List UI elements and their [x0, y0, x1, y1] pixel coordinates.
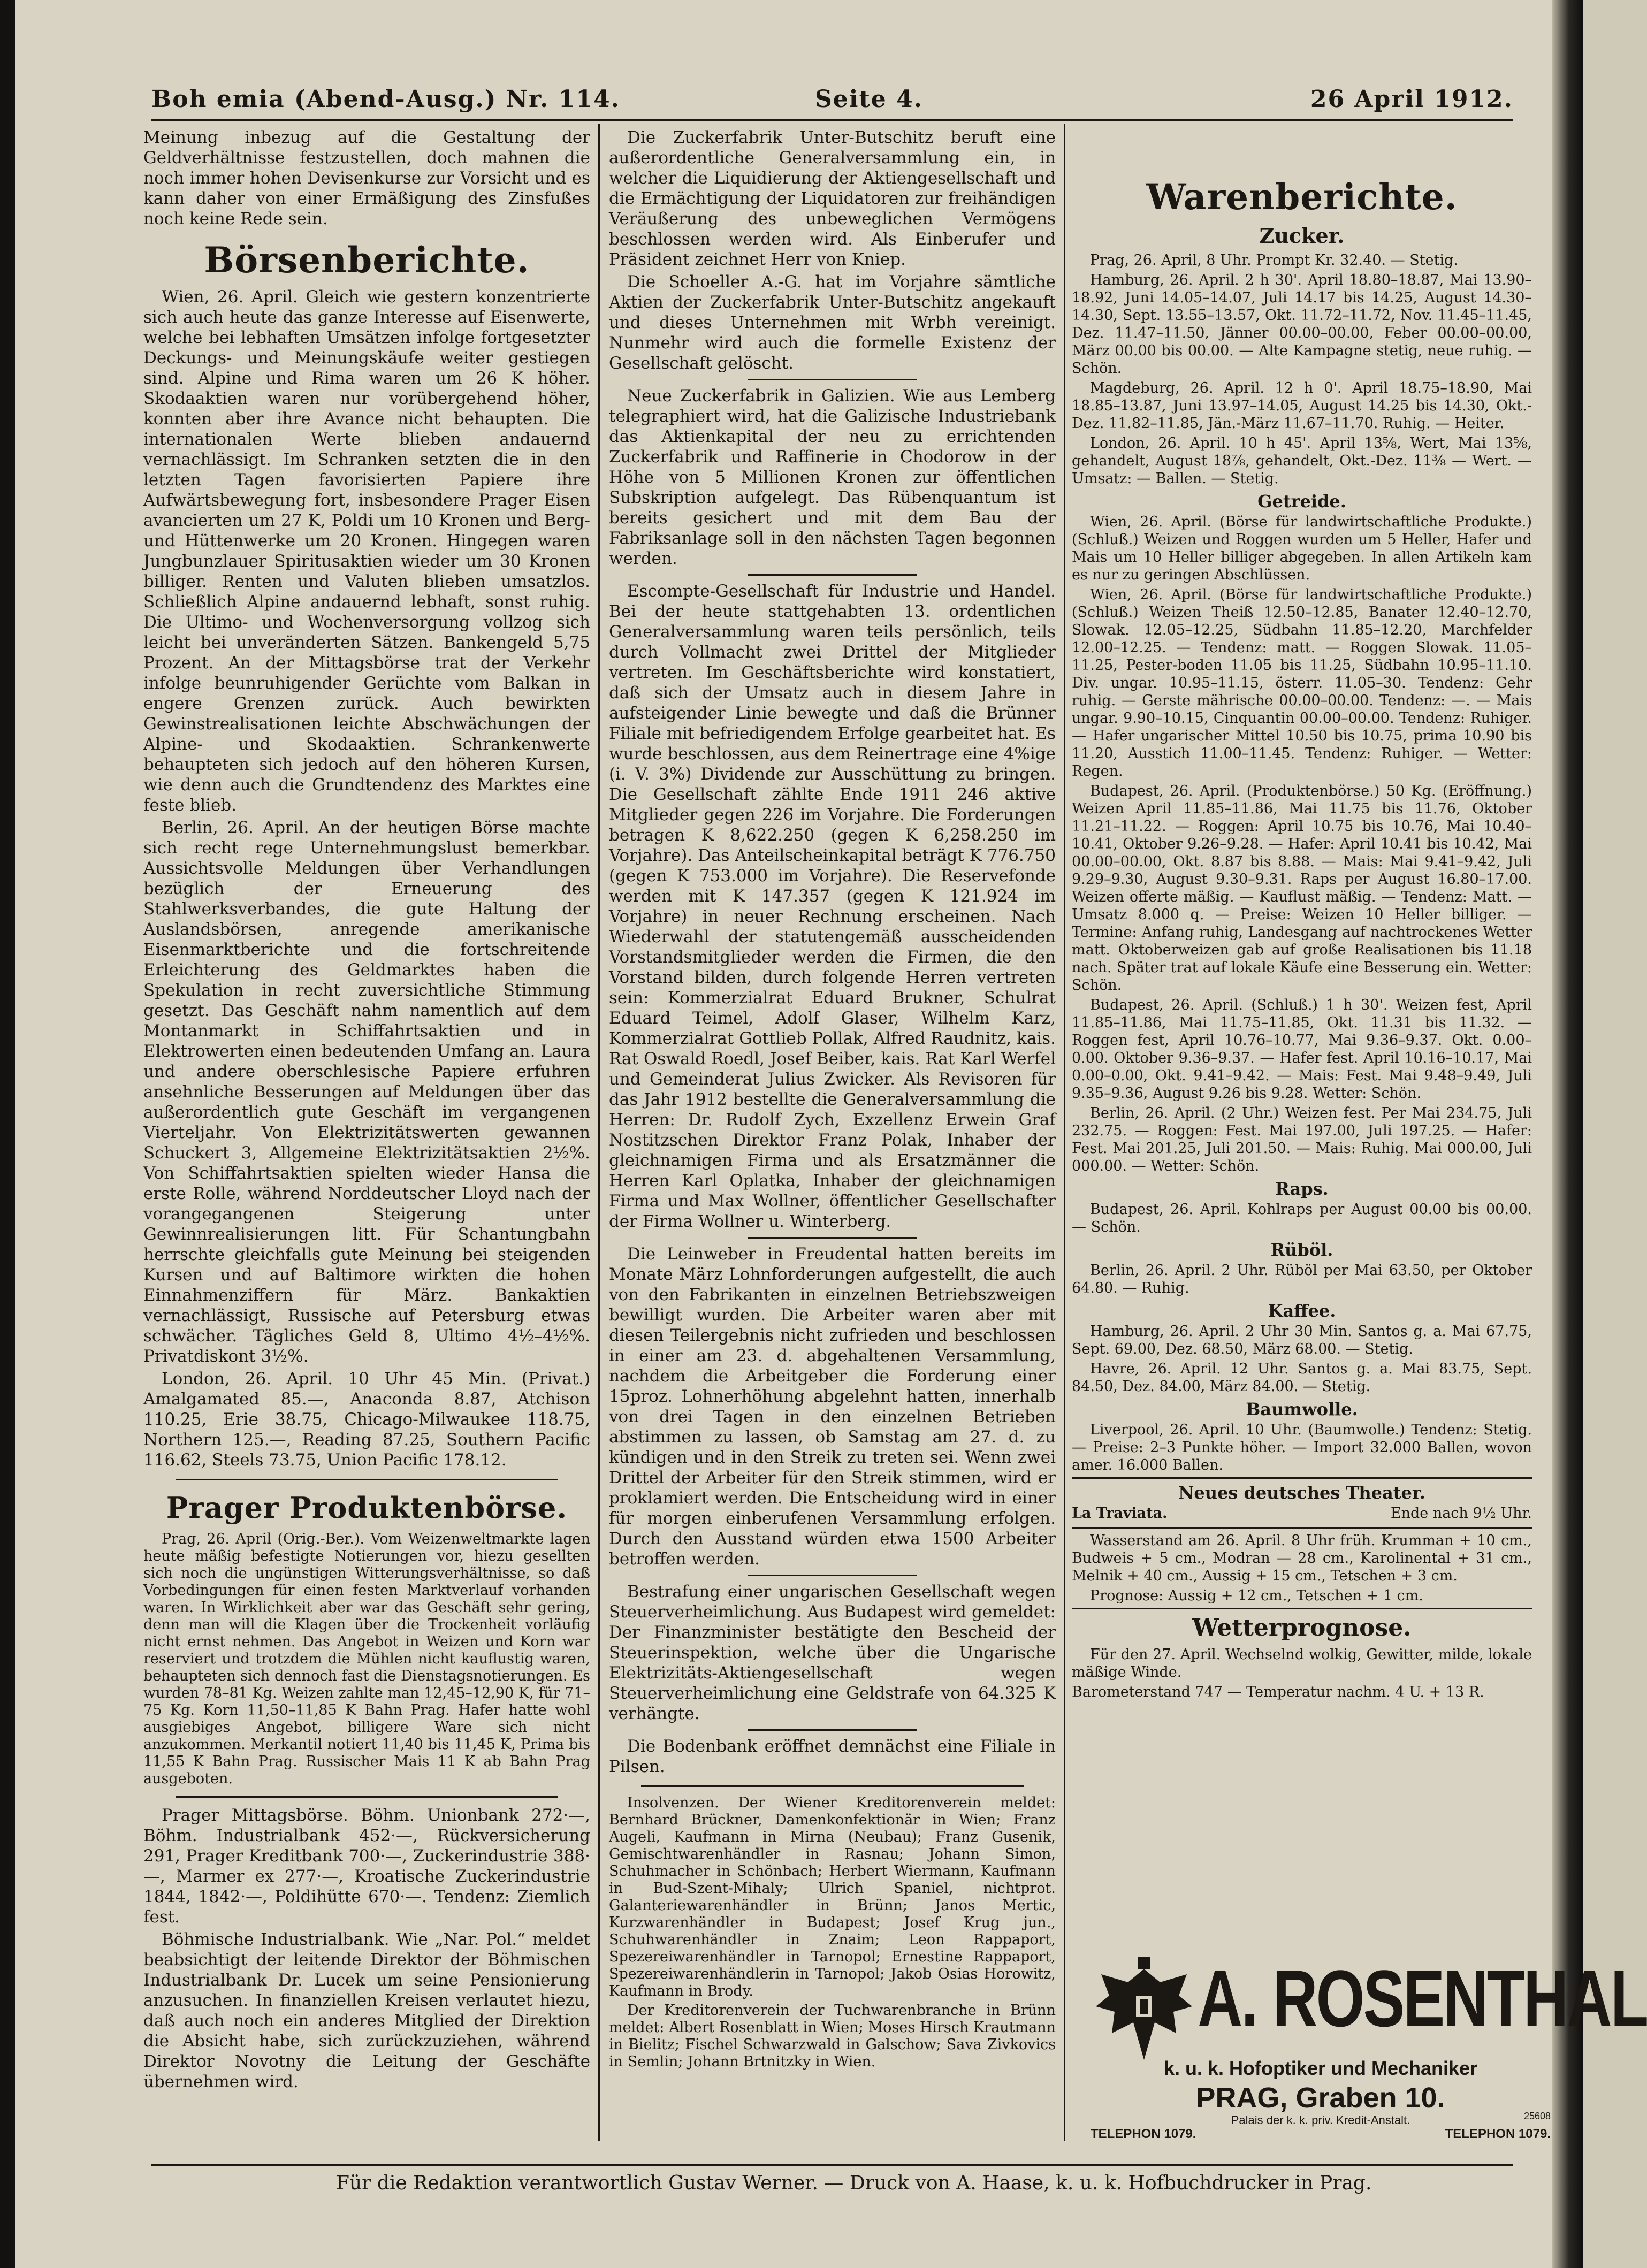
article-schoeller: Die Schoeller A.-G. hat im Vorjahre sämtliche Aktien der Zuckerfabrik Unter-Butschitz angekauft und dieses Unternehmen mit Wrbh vereinigt. Nunmehr wird auch die formelle Existenz der Gesellschaft gelöscht.	[609, 272, 1056, 373]
article-bodenbank: Die Bodenbank eröffnet demnächst eine Filiale in Pilsen.	[609, 1737, 1056, 1776]
article-kreditorenverein: Der Kreditorenverein der Tuchwarenbranche in Brünn meldet: Albert Rosenblatt in Wien; Moses Hirsch Krautmann in Bielitz; Fischel Schwarzwald in Galschow; Sava Zivkovics in Semlin; Johann Brtnitzky in Wien.	[609, 2002, 1056, 2070]
double-eagle-emblem-icon	[1091, 1953, 1198, 2071]
article-mittagsboerse: Prager Mittagsbörse. Böhm. Unionbank 272·—, Böhm. Industrialbank 452·—, Rückversicherung 291, Prager Kreditbank 700·—, Zuckerindustrie 388·—, Marmer ex 277·—, Kroatische Zuckerindustrie 1844, 1842·—, Poldihütte 670·—. Tendenz: Ziemlich fest.	[143, 1806, 590, 1927]
divider	[1072, 1608, 1532, 1609]
ad-code: 25608	[1523, 2111, 1551, 2121]
report-zucker-london: London, 26. April. 10 h 45'. April 13⅝, Wert, Mai 13⅝, gehandelt, August 18⅞, gehandelt, Okt.-Dez. 11⅜ — Wert. — Umsatz: — Ballen. — Stetig.	[1072, 435, 1532, 487]
report-getreide-budapest-2: Budapest, 26. April. (Schluß.) 1 h 30'. Weizen fest, April 11.85–11.86, Mai 11.75–11.85, Okt. 11.31 bis 11.32. — Roggen fest, April 10.76–10.77, Mai 9.36–9.37. Okt. 0.00–0.00. Oktober 9.36–9.37. — Hafer fest. April 10.16–10.17, Mai 0.00–0.00, Okt. 9.41–9.42. — Mais: Fest. Mai 9.48–9.49, Juli 9.35–9.36, August 9.26 bis 9.28. Wetter: Schön.	[1072, 997, 1532, 1102]
article-wien-boerse: Wien, 26. April. Gleich wie gestern konzentrierte sich auch heute das ganze Interesse auf Eisenwerte, welche bei lebhaften Umsätzen infolge fortgesetzter Deckungs- und Meinungskäufe weiter gestiegen sind. Alpine und Rima waren um 26 K höher. Skodaaktien waren nur vorübergehend höher, konnten aber ihre Avance nicht behaupten. Die internationalen Werte blieben andauernd vernachlässigt. Im Schranken setzten die in den letzten Tagen favorisierten Papiere ihre Aufwärtsbewegung fort, insbesondere Prager Eisen avancierten um 27 K, Poldi um 10 Kronen und Berg- und Hüttenwerke um 20 Kronen. Hingegen waren Jungbunzlauer Spiritusaktien wieder um 30 Kronen billiger. Renten und Valuten blieben umsatzlos. Schließlich Alpine andauernd lebhaft, sonst ruhig. Die Ultimo- und Wochenversorgung vollzog sich leicht bei unveränderten Sätzen. Bankengeld 5,75 Prozent. An der Mittagsbörse trat der Verkehr infolge beunruhigender Gerüchte vom Balkan in engere Grenzen zurück. Auch bewirkten Gewinstrealisationen leichte Abschwächungen der Alpine- und Skodaaktien. Schrankenwerte behaupteten sich jedoch auf den höheren Kursen, wie denn auch die Grundtendenz des Marktes eine feste blieb.	[143, 287, 590, 815]
report-wetter: Für den 27. April. Wechselnd wolkig, Gewitter, milde, lokale mäßige Winde.	[1072, 1646, 1532, 1681]
page-footer: Für die Redaktion verantwortlich Gustav Werner. — Druck von A. Haase, k. u. k. Hofbuchdrucker in Prag.	[336, 2172, 1372, 2194]
report-rueboel-berlin: Berlin, 26. April. 2 Uhr. Rüböl per Mai 63.50, per Oktober 64.80. — Ruhig.	[1072, 1262, 1532, 1296]
section-title-wetterprognose: Wetterprognose.	[1192, 1614, 1412, 1641]
report-prognose: Prognose: Aussig + 12 cm., Tetschen + 1 cm.	[1090, 1587, 1423, 1604]
theater-end-time: Ende nach 9½ Uhr.	[1390, 1505, 1532, 1522]
subhead-zucker: Zucker.	[1259, 224, 1345, 248]
scan-edge-left	[0, 0, 15, 2268]
column-divider-1	[598, 124, 600, 2141]
ad-telephone-left: TELEPHON 1079.	[1091, 2127, 1196, 2141]
theater-listing	[1072, 1505, 1532, 1524]
article-insolvenzen: Insolvenzen. Der Wiener Kreditorenverein meldet: Bernhard Brückner, Damenkonfektionär in Wien; Franz Augeli, Kaufmann in Mirna (Neubau); Franz Gusenik, Gemischtwarenhändler in Rasnau; Johann Simon, Schuhmacher in Schönbach; Herbert Wiermann, Kaufmann in Bud-Szent-Mihaly; Ulrich Spaniel, nichtprot. Galanteriewarenhändler in Brünn; Janos Mertic, Kurzwarenhändler in Budapest; Josef Krug jun., Schuhwarenhändler in Znaim; Leon Rappaport, Spezereiwarenhändler in Tarnopol; Ernestine Rappaport, Spezereiwarenhändlerin in Tarnopol; Jakob Osias Horowitz, Kaufmann in Brody.	[609, 1794, 1056, 1999]
theater-play: La Traviata.	[1072, 1505, 1168, 1522]
section-title-warenberichte: Warenberichte.	[1146, 176, 1458, 218]
header-page-number: Seite 4.	[815, 86, 924, 113]
footer-rule	[151, 2164, 1513, 2166]
subhead-baumwolle: Baumwolle.	[1246, 1399, 1358, 1419]
subhead-getreide: Getreide.	[1257, 491, 1346, 511]
column-2	[609, 127, 1056, 2073]
column-3	[1072, 127, 1532, 1703]
section-title-boersenberichte: Börsenberichte.	[204, 239, 530, 281]
column-1	[143, 127, 590, 2094]
column-divider-2	[1064, 124, 1065, 2141]
divider	[748, 379, 917, 380]
report-getreide-berlin: Berlin, 26. April. (2 Uhr.) Weizen fest. Per Mai 234.75, Juli 232.75. — Roggen: Fest. Mai 197.00, Juli 197.25. — Hafer: Fest. Mai 201.25, Juli 201.50. — Mais: Ruhig. Mai 000.00, Juli 000.00. — Wetter: Schön.	[1072, 1105, 1532, 1174]
article-prag-produkte: Prag, 26. April (Orig.-Ber.). Vom Weizenweltmarkte lagen heute mäßig befestigte Notierungen vor, hiezu gesellten sich noch die ungünstigen Witterungsverhältnisse, so daß Vorbedingungen für einen festen Marktverlauf vorhanden waren. In Wirklichkeit aber war das Geschäft sehr gering, denn man will die Klagen über die Trockenheit vorläufig nicht ernst nehmen. Das Angebot in Weizen und Korn war reserviert und trotzdem die Mühlen nicht kauflustig waren, behaupteten sich dennoch fast die Dienstagsnotierungen. Es wurden 78–81 Kg. Weizen zahlte man 12,45–12,90 K, für 71–75 Kg. Korn 11,50–11,85 K Bahn Prag. Hafer hatte wohl ausgiebiges Angebot, billigere Ware sich nicht anzukommen. Merkantil notiert 11,40 bis 11,45 K, Prima bis 11,55 K Bahn Prag. Russischer Mais 11 K ab Bahn Prag ausgeboten.	[143, 1531, 590, 1787]
header-date: 26 April 1912.	[1310, 86, 1513, 113]
article-escompte: Escompte-Gesellschaft für Industrie und Handel. Bei der heute stattgehabten 13. ordentlichen Generalversammlung waren teils persönlich, teils durch Vollmacht zwei Drittel der Mitglieder vertreten. Im Geschäftsberichte wird konstatiert, daß sich der Umsatz auch in diesem Jahre in aufsteigender Linie bewegte und daß die Brünner Filiale mit befriedigendem Erfolge gearbeitet hat. Es wurde beschlossen, aus dem Reinertrage eine 4%ige (i. V. 3%) Dividende zur Ausschüttung zu bringen. Die Gesellschaft zählte Ende 1911 246 aktive Mitglieder gegen 226 im Vorjahre. Die Forderungen betragen K 8,622.250 (gegen K 6,258.250 im Vorjahre). Das Anteilscheinkapital beträgt K 776.750 (gegen K 753.000 im Vorjahre). Die Reservefonde werden mit K 147.357 (gegen K 121.924 im Vorjahre) in neuer Rechnung erscheinen. Nach Wiederwahl der statutengemäß ausscheidenden Vorstandsmitglieder werden die Firmen, die den Vorstand bilden, durch folgende Herren vertreten sein: Kommerzialrat Eduard Brukner, Schulrat Eduard Teimel, Adolf Glaser, Wilhelm Karz, Kommerzialrat Gottlieb Pollak, Alfred Raudnitz, kais. Rat Oswald Roedl, Josef Beiber, kais. Rat Karl Werfel und Gemeinderat Julius Zwicker. Als Revisoren für das Jahr 1912 bestellte die Generalversammlung die Herren: Dr. Rudolf Zych, Exzellenz Erwein Graf Nostitzschen Direktor Franz Polak, Inhaber der gleichnamigen Firma und als Ersatzmänner die Herren Karl Oplatka, Inhaber der gleichnamigen Firma und Max Wollner, öffentlicher Gesellschafter der Firma Wollner u. Winterberg.	[609, 582, 1056, 1231]
subhead-kaffee: Kaffee.	[1268, 1301, 1336, 1321]
divider	[1072, 1527, 1532, 1529]
advertisement-rosenthal	[1091, 1953, 1647, 2141]
report-raps-budapest: Budapest, 26. April. Kohlraps per August 00.00 bis 00.00. — Schön.	[1072, 1201, 1532, 1235]
report-zucker-prag: Prag, 26. April, 8 Uhr. Prompt Kr. 32.40. — Stetig.	[1090, 252, 1458, 269]
subhead-raps: Raps.	[1275, 1179, 1329, 1199]
article-london-boerse: London, 26. April. 10 Uhr 45 Min. (Privat.) Amalgamated 85.—, Anaconda 8.87, Atchison 110.25, Erie 38.75, Chicago-Milwaukee 118.75, Northern 125.—, Reading 87.25, Southern Pacific 116.62, Steels 73.75, Union Pacific 178.12.	[143, 1369, 590, 1470]
subhead-rueboel: Rüböl.	[1270, 1240, 1333, 1260]
report-baumwolle-liverpool: Liverpool, 26. April. 10 Uhr. (Baumwolle.) Tendenz: Stetig. — Preise: 2–3 Punkte höher. — Import 32.000 Ballen, wovon amer. 16.000 Ballen.	[1072, 1422, 1532, 1473]
theater-title: Neues deutsches Theater.	[1178, 1483, 1425, 1503]
article-freudental: Die Leinweber in Freudental hatten bereits im Monate März Lohnforderungen aufgestellt, die auch von den Fabrikanten in einzelnen Betriebszweigen bewilligt wurden. Die Arbeiter waren aber mit diesen Teilergebnis nicht zufrieden und beschlossen in einer am 23. d. abgehaltenen Versammlung, nachdem die Arbeitgeber die Forderung einer 15proz. Lohnerhöhung abgelehnt hatten, innerhalb von drei Tagen in den einzelnen Betrieben abstimmen zu lassen, ob Samstag am 27. d. zu kündigen und in den Streik zu treten sei. Wenn zwei Drittel der Arbeiter für den Streik stimmen, wird er proklamiert werden. Die Entscheidung wird in einer für morgen einberufenen Versammlung erfolgen. Durch den Ausstand würden etwa 1500 Arbeiter betroffen werden.	[609, 1244, 1056, 1569]
article-bestrafung: Bestrafung einer ungarischen Gesellschaft wegen Steuerverheimlichung. Aus Budapest wird gemeldet: Der Finanzminister bestätigte den Bescheid der Steuerinspektion, welche über die Ungarische Elektrizitäts-Aktiengesellschaft wegen Steuerverheimlichung eine Geldstrafe von 64.325 K verhängte.	[609, 1582, 1056, 1723]
header-rule	[151, 119, 1513, 121]
report-zucker-hamburg: Hamburg, 26. April. 2 h 30'. April 18.80–18.87, Mai 13.90–18.92, Juni 14.05–14.07, Juli 14.17 bis 14.25, August 14.30–14.30, Sept. 13.55–13.57, Okt. 11.72–11.72, Nov. 11.45–11.45, Dez. 11.47–11.50, Jänner 00.00–00.00, Feber 00.00–00.00, März 00.00 bis 00.00. — Alte Kampagne stetig, neue ruhig. — Schön.	[1072, 272, 1532, 377]
article-geldverhaeltnisse: Meinung inbezug auf die Gestaltung der Geldverhältnisse festzustellen, doch mahnen die noch immer hohen Devisenkurse zur Vorsicht und es kann daher von einer Ermäßigung des Zinsfußes noch keine Rede sein.	[143, 128, 590, 228]
divider	[176, 1479, 558, 1480]
report-kaffee-havre: Havre, 26. April. 12 Uhr. Santos g. a. Mai 83.75, Sept. 84.50, Dez. 84.00, März 84.00. — Stetig.	[1072, 1361, 1532, 1395]
report-kaffee-hamburg: Hamburg, 26. April. 2 Uhr 30 Min. Santos g. a. Mai 67.75, Sept. 69.00, Dez. 68.50, März 68.00. — Stetig.	[1072, 1323, 1532, 1357]
report-zucker-magdeburg: Magdeburg, 26. April. 12 h 0'. April 18.75–18.90, Mai 18.85–13.87, Juni 13.97–14.05, August 14.25 bis 14.30, Okt.-Dez. 11.82–11.85, Jän.-März 11.67–11.70. Ruhig. — Heiter.	[1072, 380, 1532, 432]
ad-brand-name: A. ROSENTHAL	[1198, 1953, 1647, 2043]
report-getreide-wien-1: Wien, 26. April. (Börse für landwirtschaftliche Produkte.) (Schluß.) Weizen und Roggen wurden um 5 Heller, Hafer und Mais um 10 Heller billiger abgegeben. In allen Artikeln kam es nur zu geringen Abschlüssen.	[1072, 514, 1532, 583]
divider	[748, 1237, 917, 1239]
ad-subtitle: k. u. k. Hofoptiker und Mechaniker	[1163, 2057, 1478, 2079]
report-barometer: Barometerstand 747 — Temperatur nachm. 4 U. + 13 R.	[1072, 1684, 1484, 1700]
article-galizien: Neue Zuckerfabrik in Galizien. Wie aus Lemberg telegraphiert wird, hat die Galizische Industriebank das Aktienkapital der neu zu errichtenden Zuckerfabrik und Raffinerie in Chodorow in der Höhe von 5 Millionen Kronen zur öffentlichen Subskription aufgelegt. Das Rübenquantum ist bereits gesichert und mit dem Bau der Fabriksanlage soll in den nächsten Tagen begonnen werden.	[609, 386, 1056, 568]
report-wasserstand: Wasserstand am 26. April. 8 Uhr früh. Krumman + 10 cm., Budweis + 5 cm., Modran — 28 cm., Karolinental + 31 cm., Melnik + 40 cm., Aussig + 15 cm., Tetschen + 3 cm.	[1072, 1532, 1532, 1584]
page-header	[151, 86, 1513, 118]
divider	[641, 1785, 1024, 1787]
divider	[1072, 1477, 1532, 1479]
report-getreide-wien-2: Wien, 26. April. (Börse für landwirtschaftliche Produkte.) (Schluß.) Weizen Theiß 12.50–12.85, Banater 12.40–12.70, Slowak. 12.05–12.25, Südbahn 11.85–12.20, Marchfelder 12.00–12.25. — Tendenz: matt. — Roggen Slowak. 11.05–11.25, Pester-boden 11.05 bis 11.25, Südbahn 10.95–11.10. Div. ungar. 10.95–11.15, österr. 11.05–30. Tendenz: Gehr ruhig. — Gerste mährische 00.00–00.00. Tendenz: —. — Mais ungar. 9.90–10.15, Cinquantin 00.00–00.00. Tendenz: Ruhiger. — Hafer ungarischer Mittel 10.50 bis 10.75, prima 10.90 bis 11.20, Ausstich 11.00–11.45. Tendenz: Ruhiger. — Wetter: Regen.	[1072, 586, 1532, 780]
divider	[748, 1575, 917, 1576]
article-berlin-boerse: Berlin, 26. April. An der heutigen Börse machte sich recht rege Unternehmungslust bemerkbar. Aussichtsvolle Meldungen über Verhandlungen bezüglich der Erneuerung des Stahlwerksverbandes, die gute Haltung der Auslandsbörsen, anregende amerikanische Eisenmarktberichte und die fortschreitende Erleichterung des Geldmarktes haben die Spekulation in recht zuversichtliche Stimmung gesetzt. Das Geschäft nahm namentlich auf dem Montanmarkt in Schiffahrtsaktien und in Elektrowerten einen bedeutenden Umfang an. Laura und andere oberschlesische Papiere erfuhren ansehnliche Besserungen auf Meldungen über das außerordentlich gute Geschäft im vergangenen Vierteljahr. Von Elektrizitätswerten gewannen Schuckert 3, Allgemeine Elektrizitätsaktien 2½%. Von Schiffahrtsaktien spielten wieder Hansa die erste Rolle, während Norddeutscher Lloyd nach der vorangegangenen Steigerung unter Gewinnrealisierungen litt. Für Schantungbahn herrschte gleichfalls gute Meinung bei steigenden Kursen und auf Baltimore wirkten die hohen Einnahmenziffern für März. Bankaktien vernachlässigt, Russische auf Petersburg etwas schwächer. Tägliches Geld 8, Ultimo 4½–4½%. Privatdiskont 3½%.	[143, 818, 590, 1366]
article-industrialbank: Böhmische Industrialbank. Wie „Nar. Pol.“ meldet beabsichtigt der leitende Direktor der Böhmischen Industrialbank Dr. Lucek um seine Pensionierung anzusuchen. In finanziellen Kreisen verlautet hiezu, daß auch noch ein anderes Mitglied der Direktion die Absicht habe, sich zurückzuziehen, während Direktor Novotny die Leitung der Geschäfte übernehmen wird.	[143, 1930, 590, 2091]
ad-address: PRAG, Graben 10.	[1196, 2082, 1445, 2114]
section-title-produktenboerse: Prager Produktenbörse.	[166, 1491, 568, 1525]
article-unterbutschitz: Die Zuckerfabrik Unter-Butschitz beruft eine außerordentliche Generalversammlung ein, in welcher die Liquidierung der Aktiengesellschaft und die Ermächtigung der Liquidatoren zur freihändigen Veräußerung des unbeweglichen Vermögens beschlossen werden wird. Als Einberufer und Präsident zeichnet Herr von Kniep.	[609, 128, 1056, 269]
ad-telephone-right: TELEPHON 1079.	[1445, 2127, 1551, 2141]
newspaper-page	[15, 0, 1647, 2268]
divider	[176, 1796, 558, 1798]
scan-edge-right	[1552, 0, 1583, 2268]
ad-location-note: Palais der k. k. priv. Kredit-Anstalt.	[1231, 2113, 1410, 2127]
report-getreide-budapest-1: Budapest, 26. April. (Produktenbörse.) 50 Kg. (Eröffnung.) Weizen April 11.85–11.86, Mai 11.75 bis 11.76, Oktober 11.21–11.22. — Roggen: April 10.75 bis 10.76, Mai 10.40–10.41, Oktober 9.26–9.28. — Hafer: April 10.41 bis 10.42, Mai 00.00–00.00, Okt. 8.87 bis 8.88. — Mais: Mai 9.41–9.42, Juli 9.29–9.30, August 9.30–9.31. Raps per August 16.80–17.00. Weizen offerte mäßig. — Kauflust mäßig. — Tendenz: Matt. — Umsatz 8.000 q. — Preise: Weizen 10 Heller billiger. — Termine: Anfang ruhig, Landesgang auf nachtrockenes Wetter matt. Oktoberweizen gab auf große Realisationen bis 11.18 nach. Später trat auf lokale Käufe eine Besserung ein. Wetter: Schön.	[1072, 783, 1532, 994]
divider	[748, 574, 917, 576]
header-publication: Boh emia (Abend-Ausg.) Nr. 114.	[151, 86, 620, 113]
divider	[748, 1729, 917, 1731]
